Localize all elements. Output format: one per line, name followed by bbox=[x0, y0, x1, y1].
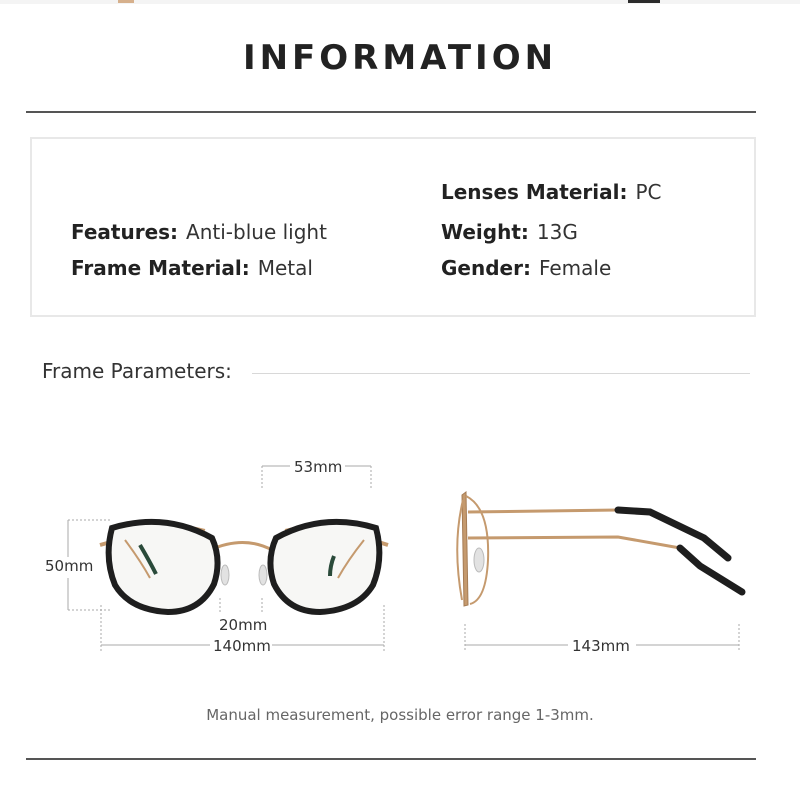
spec-value: PC bbox=[635, 180, 662, 204]
spec-label: Lenses Material: bbox=[441, 180, 628, 204]
dim-temple-length: 143mm bbox=[572, 637, 630, 655]
dim-bridge: 20mm bbox=[219, 616, 268, 634]
spec-value: Metal bbox=[257, 256, 313, 280]
page-title: INFORMATION bbox=[242, 38, 558, 78]
glasses-front-view bbox=[100, 522, 388, 612]
dim-lens-width: 53mm bbox=[294, 458, 343, 476]
spec-label: Features: bbox=[71, 220, 179, 244]
dim-lens-height: 50mm bbox=[45, 557, 94, 575]
spec-label: Weight: bbox=[441, 220, 529, 244]
spec-label: Frame Material: bbox=[71, 256, 250, 280]
dim-frame-width: 140mm bbox=[213, 637, 271, 655]
divider bbox=[26, 758, 756, 760]
frame-parameters-label: Frame Parameters: bbox=[42, 359, 232, 383]
spec-value: 13G bbox=[536, 220, 578, 244]
spec-value: Female bbox=[538, 256, 612, 280]
spec-label: Gender: bbox=[441, 256, 531, 280]
spec-value: Anti-blue light bbox=[186, 220, 327, 244]
glasses-side-view bbox=[457, 492, 742, 606]
measurement-note: Manual measurement, possible error range 1-3mm. bbox=[206, 706, 594, 724]
